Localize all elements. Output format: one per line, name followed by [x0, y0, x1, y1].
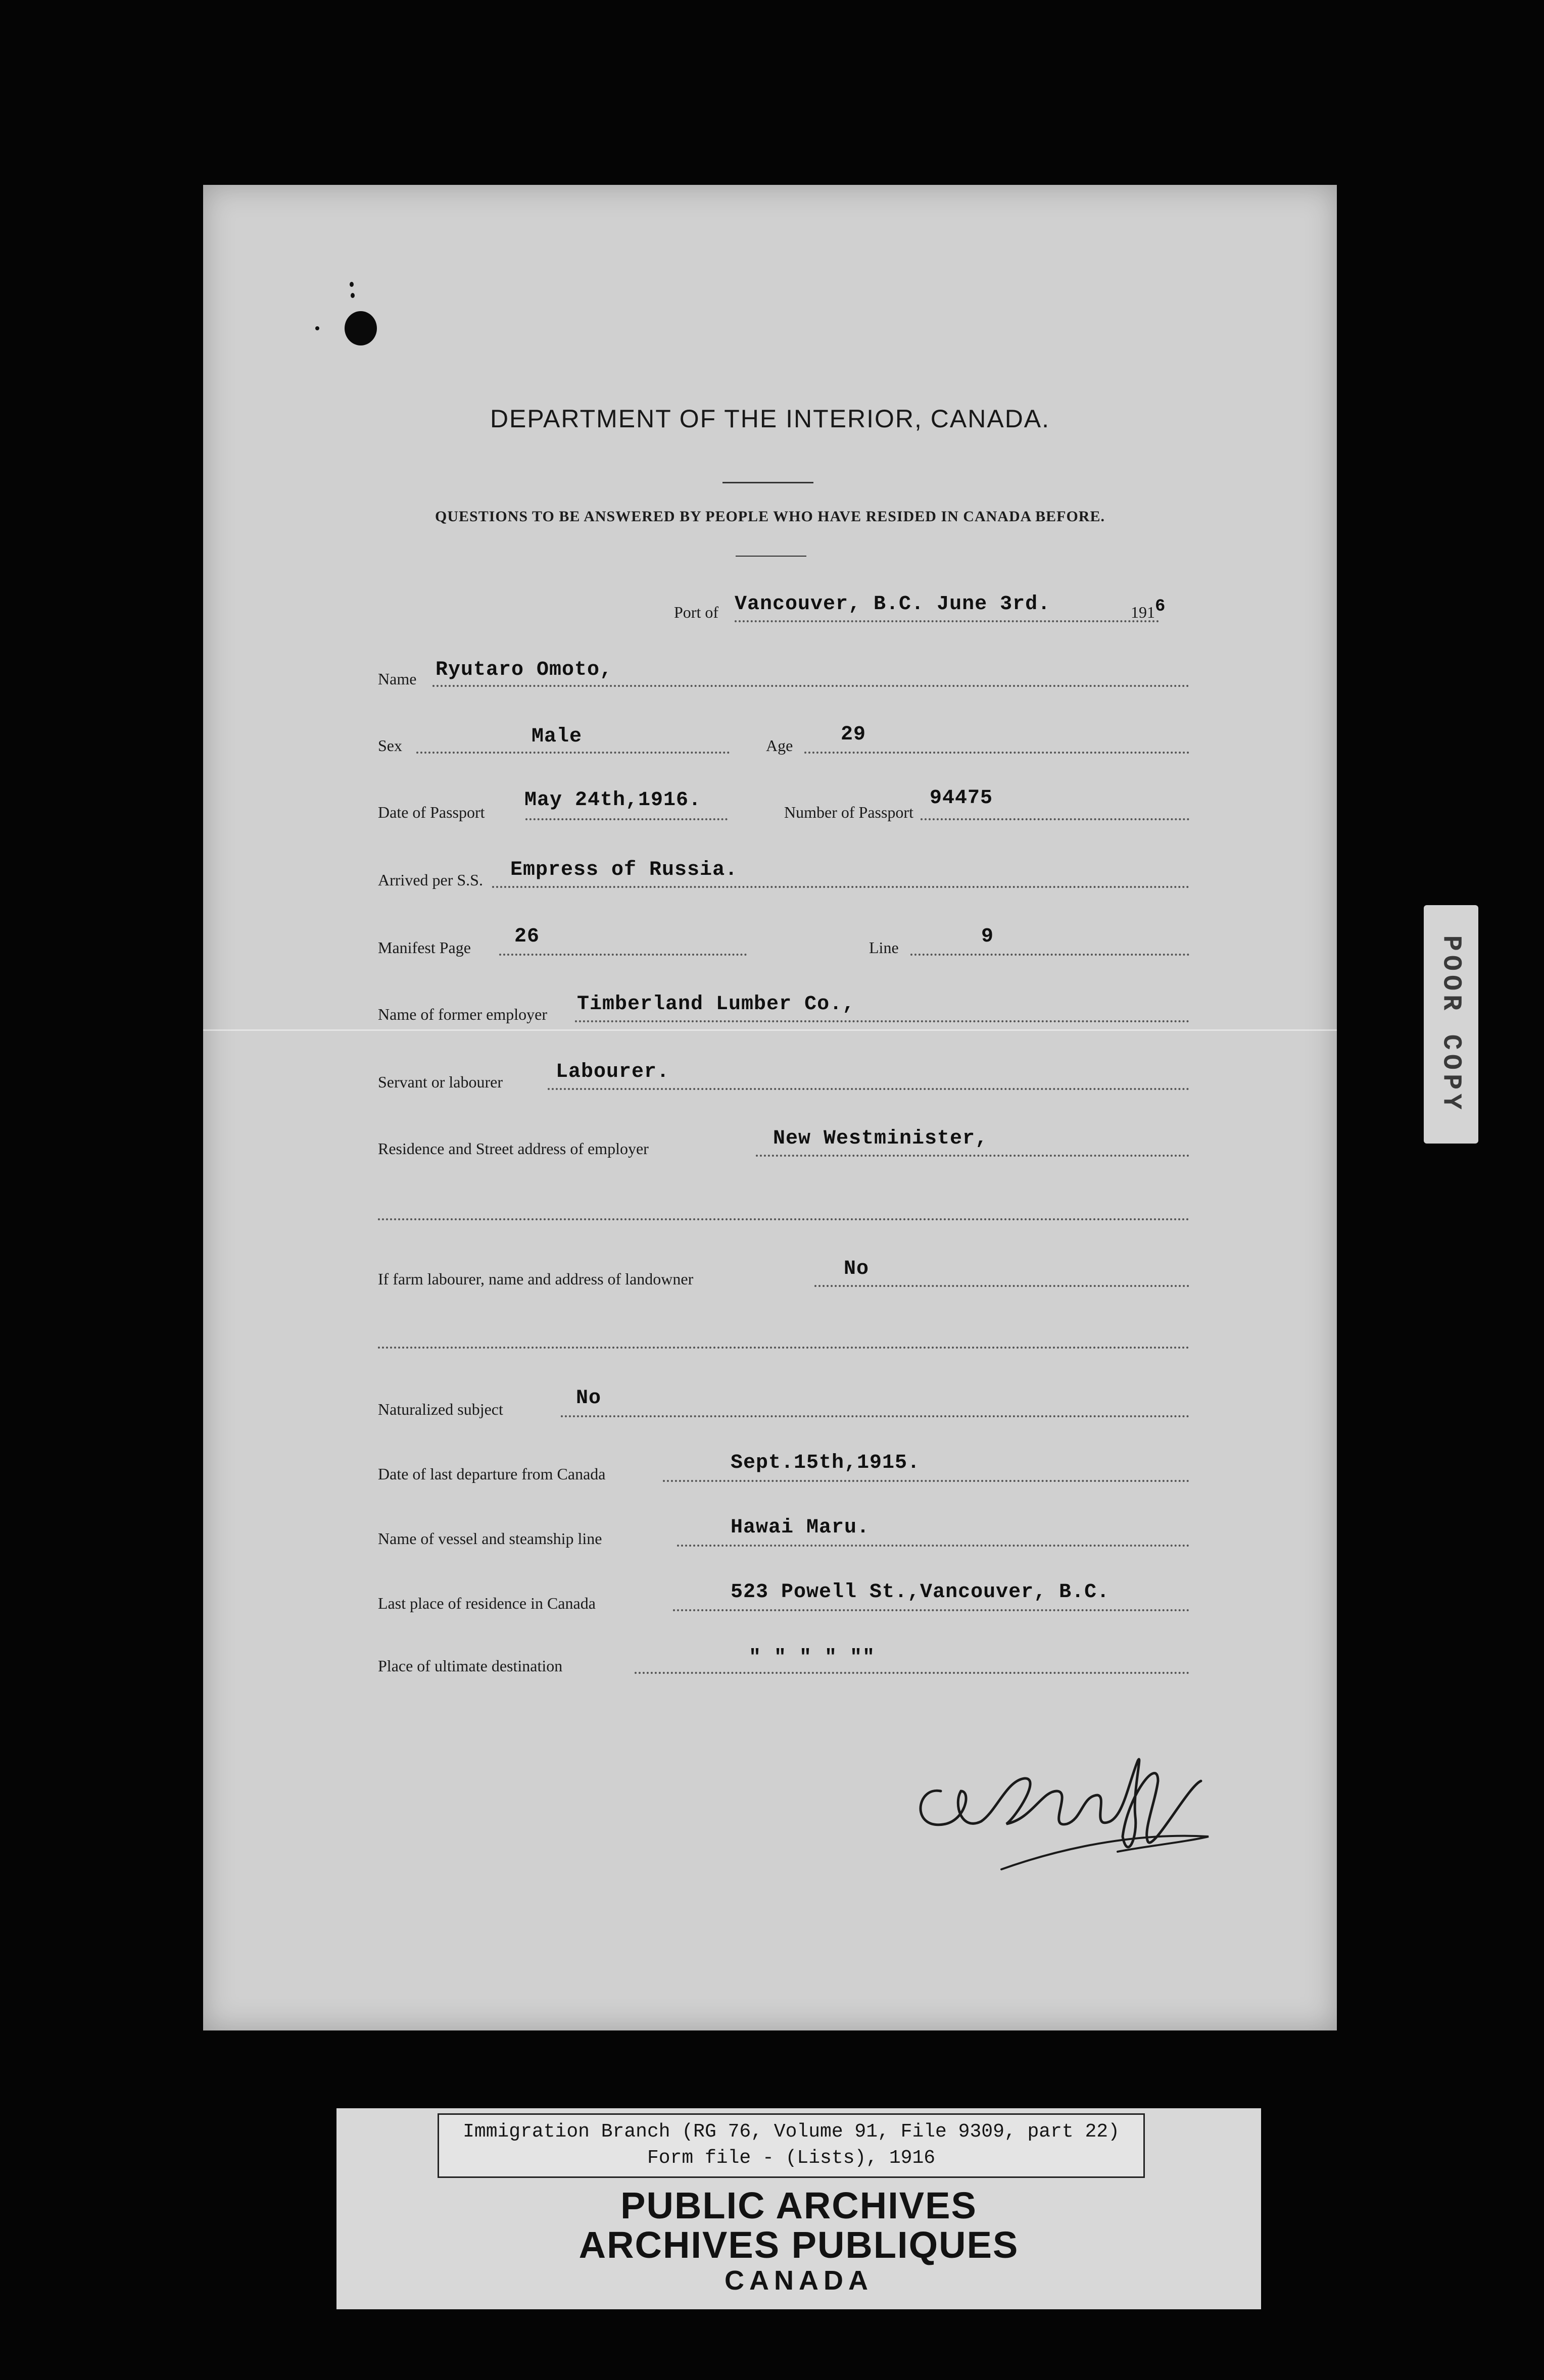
age-value: 29 — [841, 723, 866, 746]
poor-copy-stamp — [1424, 905, 1478, 1144]
manifest-page-value: 26 — [514, 925, 540, 948]
landowner-line — [814, 1285, 1189, 1287]
name-line — [432, 685, 1189, 687]
name-value: Ryutaro Omoto, — [436, 659, 613, 681]
port-year-digit: 6 — [1155, 597, 1166, 616]
fold-line — [203, 1029, 1337, 1031]
passport-date-line — [525, 818, 728, 820]
vessel-label: Name of vessel and steamship line — [378, 1529, 602, 1548]
former-employer-label: Name of former employer — [378, 1005, 547, 1023]
archive-reference-line2: Form file - (Lists), 1916 — [647, 2147, 936, 2169]
manifest-line-label: Line — [869, 938, 899, 957]
immigration-form — [203, 185, 1337, 2030]
last-departure-line — [663, 1480, 1189, 1482]
archive-line-canada: CANADA — [725, 2265, 873, 2296]
vessel-line — [677, 1545, 1189, 1547]
port-year-prefix: 191 — [1131, 603, 1155, 621]
form-title: DEPARTMENT OF THE INTERIOR, CANADA. — [490, 405, 1050, 433]
age-line — [804, 752, 1189, 754]
passport-date-label: Date of Passport — [378, 803, 485, 821]
port-line — [735, 620, 1159, 622]
passport-number-line — [921, 818, 1189, 820]
official-signature — [905, 1715, 1219, 1882]
archive-reference-line1: Immigration Branch (RG 76, Volume 91, File 9309, part 22) — [463, 2121, 1120, 2143]
archive-line-public: PUBLIC ARCHIVES — [620, 2185, 977, 2226]
last-residence-label: Last place of residence in Canada — [378, 1594, 596, 1612]
punch-hole — [345, 311, 377, 345]
arrived-ship-label: Arrived per S.S. — [378, 871, 483, 889]
servant-labourer-label: Servant or labourer — [378, 1073, 503, 1091]
manifest-line-value: 9 — [981, 925, 994, 948]
destination-value: " " " " "" — [749, 1647, 876, 1669]
employer-address-line — [756, 1155, 1189, 1157]
naturalized-value: No — [576, 1387, 602, 1410]
employer-address-line-2 — [378, 1218, 1189, 1220]
employer-address-value: New Westminister, — [773, 1127, 988, 1150]
port-year — [1131, 597, 1166, 623]
passport-number-value: 94475 — [930, 787, 993, 810]
employer-address-label: Residence and Street address of employer — [378, 1139, 649, 1158]
form-subtitle: QUESTIONS TO BE ANSWERED BY PEOPLE WHO HAVE RESIDED IN CANADA BEFORE. — [435, 508, 1105, 525]
sex-line — [416, 752, 730, 754]
subtitle-divider — [736, 556, 806, 557]
punch-dot — [350, 282, 354, 287]
title-divider — [722, 482, 813, 483]
last-departure-value: Sept.15th,1915. — [731, 1452, 921, 1474]
servant-labourer-line — [548, 1088, 1189, 1090]
archive-line-publiques: ARCHIVES PUBLIQUES — [578, 2224, 1019, 2266]
sex-label: Sex — [378, 736, 402, 755]
landowner-line-2 — [378, 1347, 1189, 1349]
poor-copy-text: POOR COPY — [1436, 935, 1466, 1114]
punch-dot — [351, 293, 355, 298]
former-employer-value: Timberland Lumber Co., — [577, 993, 855, 1016]
archive-reference-box — [438, 2113, 1145, 2178]
punch-dot — [315, 326, 319, 330]
arrived-ship-value: Empress of Russia. — [510, 859, 738, 881]
sex-value: Male — [532, 725, 583, 748]
passport-number-label: Number of Passport — [784, 803, 913, 821]
archive-label — [336, 2108, 1261, 2309]
manifest-page-label: Manifest Page — [378, 938, 471, 957]
destination-label: Place of ultimate destination — [378, 1657, 563, 1675]
port-value: Vancouver, B.C. June 3rd. — [735, 593, 1051, 616]
last-residence-line — [673, 1609, 1189, 1611]
port-label: Port of — [674, 603, 718, 621]
last-departure-label: Date of last departure from Canada — [378, 1465, 606, 1483]
last-residence-value: 523 Powell St.,Vancouver, B.C. — [731, 1581, 1110, 1604]
landowner-value: No — [844, 1258, 870, 1280]
passport-date-value: May 24th,1916. — [524, 789, 702, 812]
destination-line — [635, 1672, 1189, 1674]
manifest-line-line — [910, 954, 1189, 956]
landowner-label: If farm labourer, name and address of landowner — [378, 1270, 694, 1288]
vessel-value: Hawai Maru. — [731, 1516, 870, 1539]
name-label: Name — [378, 670, 417, 688]
naturalized-line — [561, 1415, 1189, 1417]
former-employer-line — [575, 1020, 1189, 1022]
age-label: Age — [766, 736, 793, 755]
arrived-ship-line — [492, 886, 1189, 888]
naturalized-label: Naturalized subject — [378, 1400, 503, 1418]
manifest-page-line — [499, 954, 747, 956]
servant-labourer-value: Labourer. — [556, 1061, 670, 1083]
